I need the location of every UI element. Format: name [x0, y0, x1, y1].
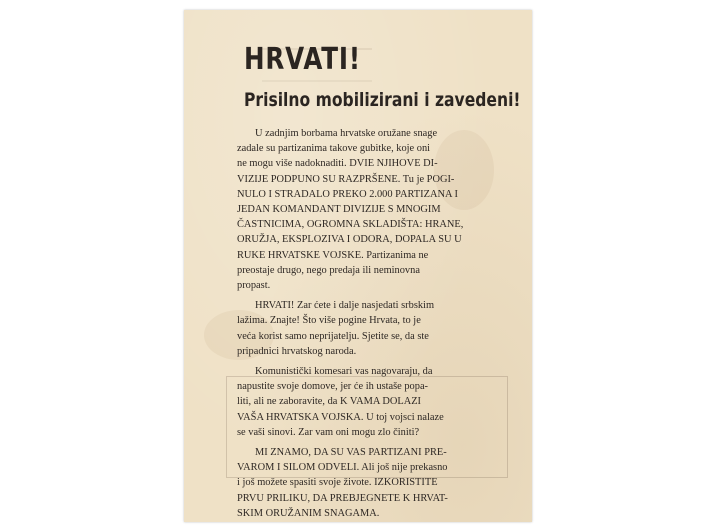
text-line: ne mogu više nadoknaditi. DVIE NJIHOVE DI-	[237, 158, 438, 170]
leaflet-body	[237, 126, 499, 526]
paragraph-4	[237, 445, 499, 521]
text-line: pripadnici hrvatskog naroda.	[237, 345, 357, 357]
text-line: preostaje drugo, nego predaja ili neminovna	[237, 264, 420, 276]
text-line: VAROM I SILOM ODVELI. Ali još nije prekasno	[237, 462, 448, 474]
text-line: ČASTNICIMA, OGROMNA SKLADIŠTA: HRANE,	[237, 219, 464, 231]
paragraph-3	[237, 364, 499, 440]
text-line: JEDAN KOMANDANT DIVIZIJE S MNOGIM	[237, 204, 441, 216]
paragraph-1	[237, 126, 499, 293]
text-line: i još možete spasiti svoje živote. IZKORISTITE	[237, 477, 438, 489]
text-line: PRVU PRILIKU, DA PREBJEGNETE K HRVAT-	[237, 492, 448, 504]
text-line: veća korist samo neprijatelju. Sjetite se, da ste	[237, 330, 429, 342]
text-line: VIZIJE PODPUNO SU RAZPRŠENE. Tu je POGI-	[237, 173, 455, 185]
text-line: HRVATI! Zar ćete i dalje nasjedati srbskim	[255, 300, 435, 312]
text-line: liti, ali ne zaboravite, da K VAMA DOLAZI	[237, 396, 422, 408]
leaflet-subheadline: Prisilno mobilizirani i zavedeni!	[244, 89, 521, 111]
paragraph-2	[237, 298, 499, 359]
text-line: ORUŽJA, EKSPLOZIVA I ODORA, DOPALA SU U	[237, 234, 462, 246]
leaflet-headline: HRVATI!	[244, 42, 361, 77]
text-line: SKIM ORUŽANIM SNAGAMA.	[237, 507, 380, 519]
text-line: propast.	[237, 280, 271, 292]
text-line: napustite svoje domove, jer će ih ustaše popa-	[237, 381, 429, 393]
text-line: zadale su partizanima takove gubitke, koje oni	[237, 143, 431, 155]
text-line: NULO I STRADALO PREKO 2.000 PARTIZANA I	[237, 188, 458, 200]
text-line: VAŠA HRVATSKA VOJSKA. U toj vojsci nalaze	[237, 411, 444, 423]
text-line: U zadnjim borbama hrvatske oružane snage	[255, 128, 438, 139]
text-line: Komunistički komesari vas nagovaraju, da	[255, 366, 433, 378]
text-line: lažima. Znajte! Što više pogine Hrvata, to je	[237, 315, 421, 327]
text-line: RUKE HRVATSKE VOJSKE. Partizanima ne	[237, 249, 429, 261]
text-line: se vaši sinovi. Zar vam oni mogu zlo činiti?	[237, 426, 420, 438]
text-line: MI ZNAMO, DA SU VAS PARTIZANI PRE-	[255, 447, 447, 459]
